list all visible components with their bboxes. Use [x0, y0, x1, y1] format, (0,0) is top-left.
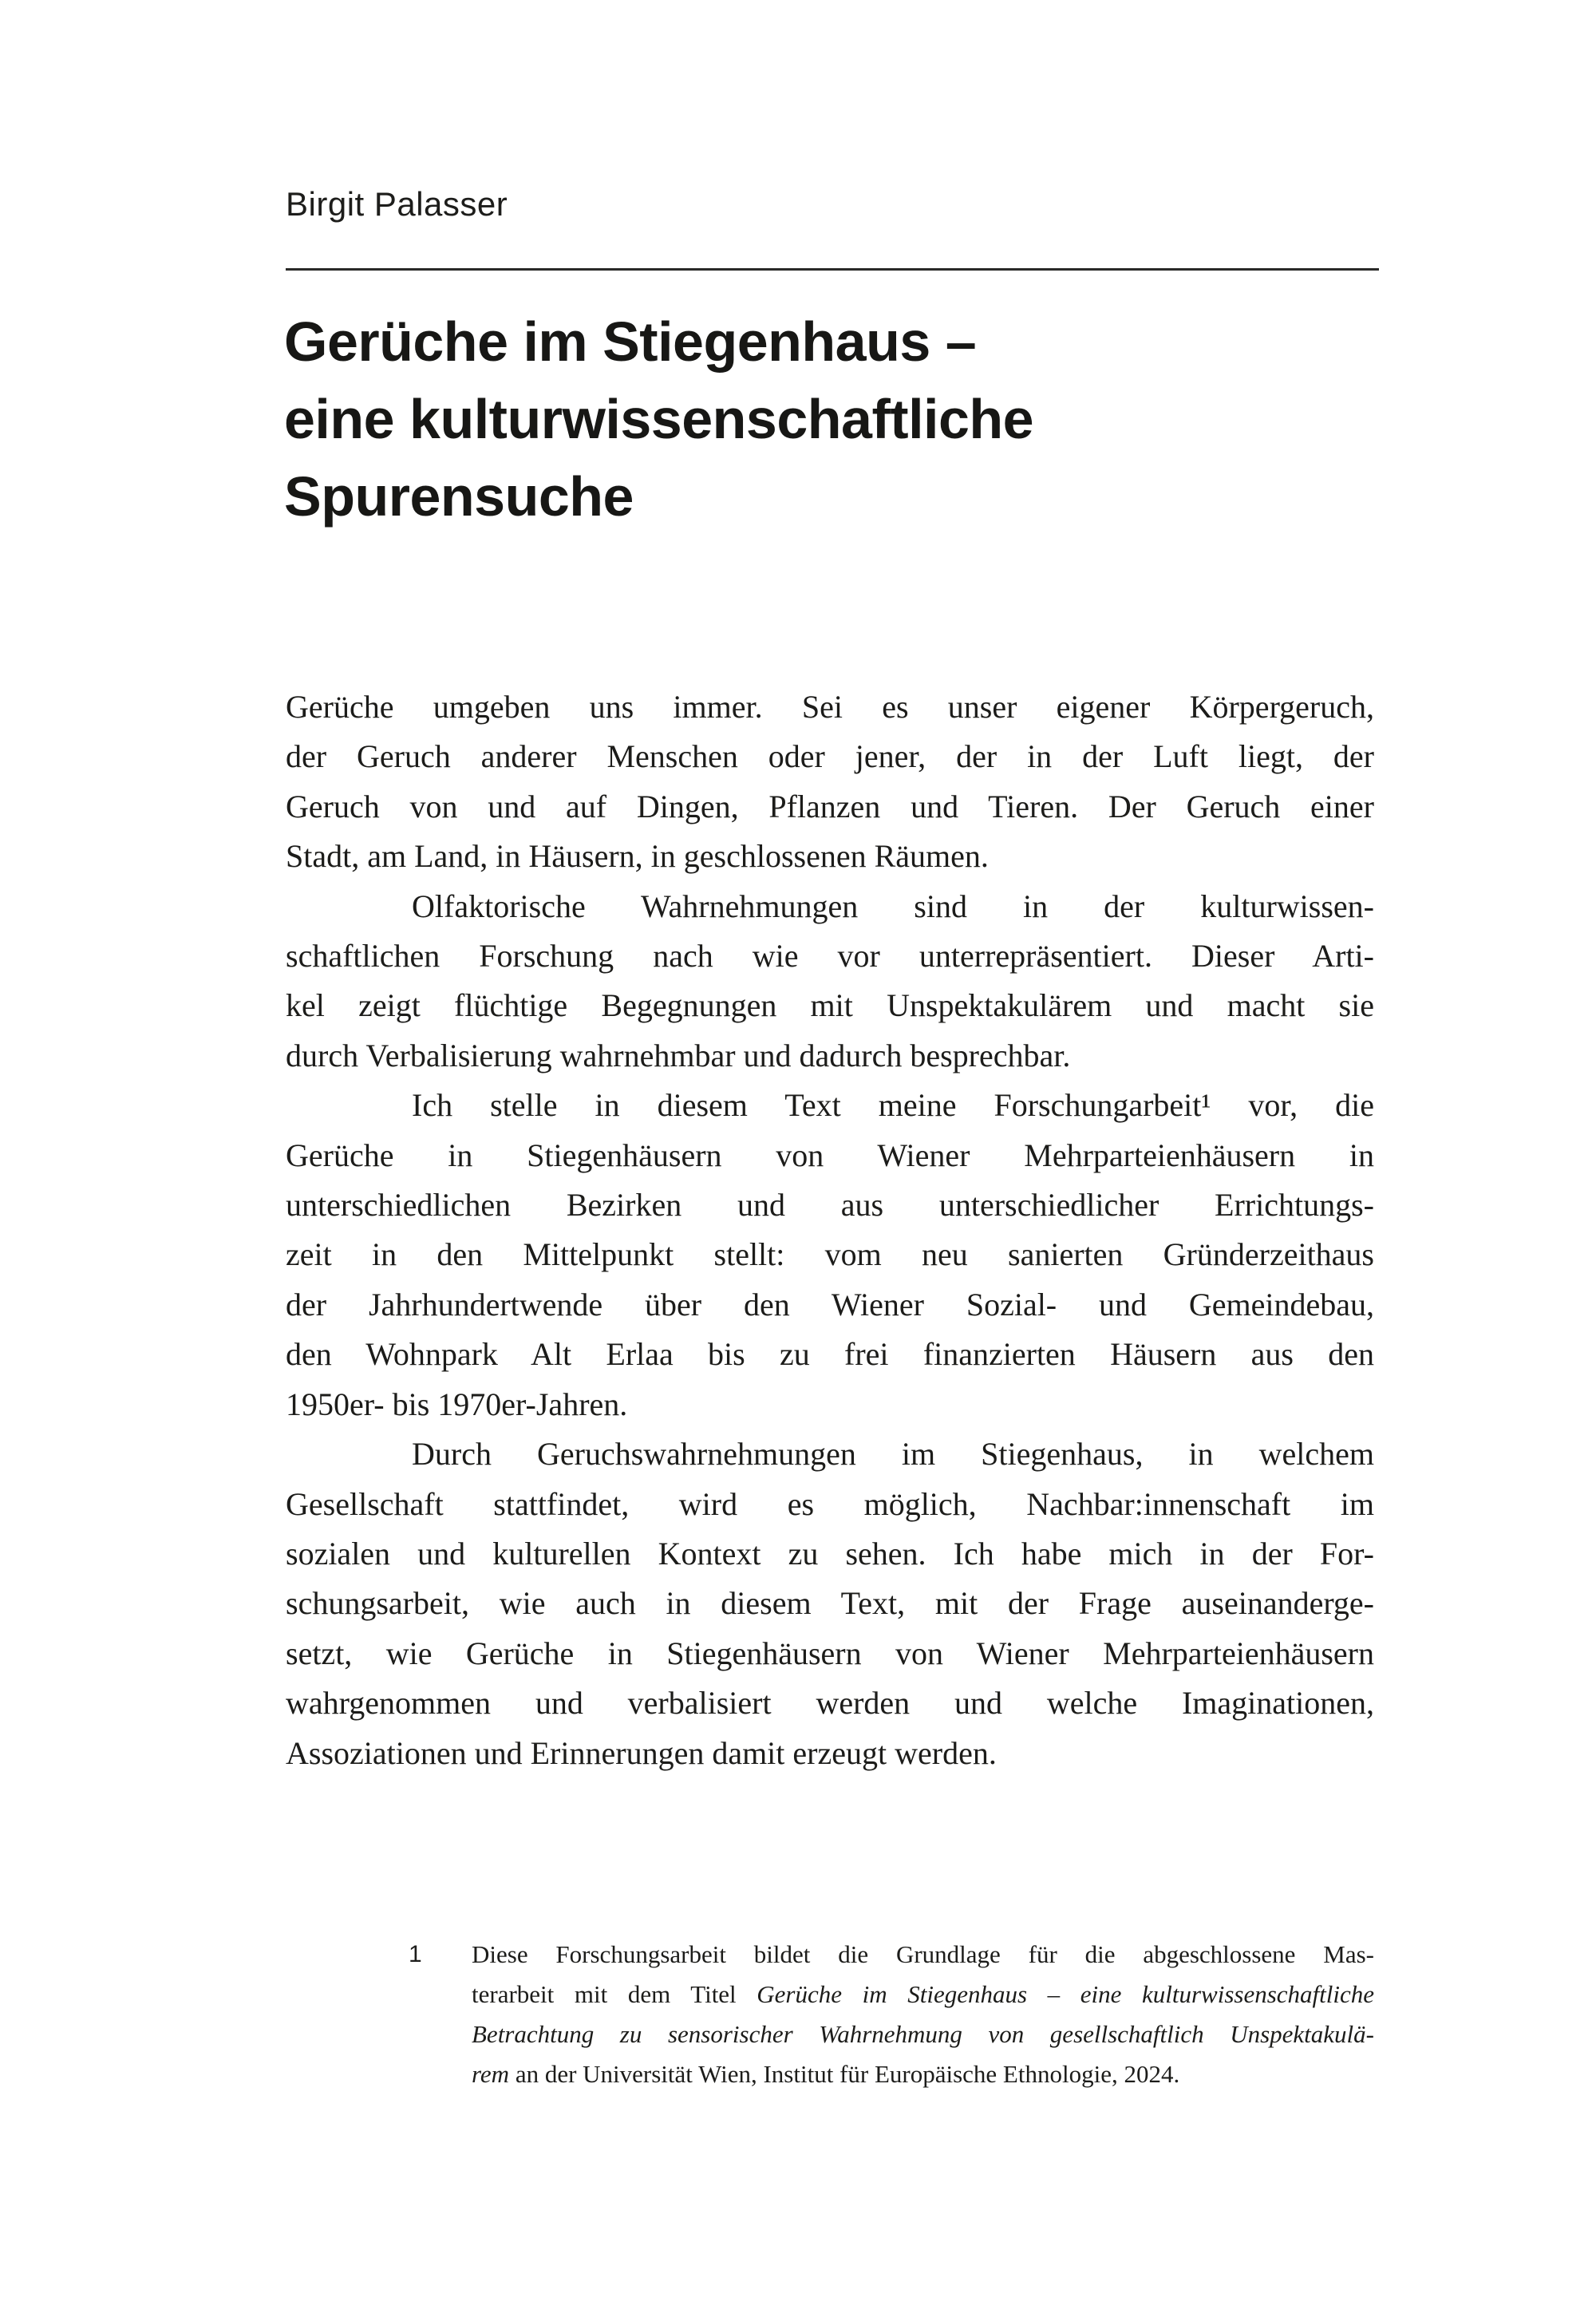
author-name: Birgit Palasser [286, 185, 508, 223]
footnote-line [472, 1975, 1374, 2014]
body-text-line: Stadt, am Land, in Häusern, in geschlossenen Räumen. [286, 838, 989, 875]
article-body [286, 682, 1374, 1778]
body-text-line: unterschiedlichen Bezirken und aus unterschiedlicher Errichtungs- [286, 1187, 1374, 1224]
title-line: Gerüche im Stiegenhaus – [284, 310, 977, 373]
body-text-line: kel zeigt flüchtige Begegnungen mit Unspektakulärem und macht sie [286, 987, 1374, 1024]
title-line: eine kulturwissenschaftliche [284, 388, 1034, 450]
header-rule [286, 268, 1379, 271]
footnote-text [472, 1935, 1374, 2094]
body-text-line: Ich stelle in diesem Text meine Forschungarbeit¹ vor, die [412, 1087, 1374, 1124]
body-text-line: Geruch von und auf Dingen, Pflanzen und Tieren. Der Geruch einer [286, 788, 1374, 824]
body-text-line: der Jahrhundertwende über den Wiener Sozial- und Gemeindebau, [286, 1286, 1374, 1323]
footnote-number: 1 [409, 1941, 422, 1967]
footnote-italic-segment: Betrachtung zu sensorischer Wahrnehmung von gesellschaftlich Unspektakulä- [472, 2020, 1374, 2048]
paragraph [286, 1429, 1374, 1778]
article-title [284, 303, 1385, 536]
body-text-line: zeit in den Mittelpunkt stellt: vom neu sanierten Gründerzeithaus [286, 1236, 1374, 1273]
paragraph [286, 1081, 1374, 1429]
body-text-line: durch Verbalisierung wahrnehmbar und dadurch besprechbar. [286, 1037, 1071, 1073]
body-text-line: schaftlichen Forschung nach wie vor unterrepräsentiert. Dieser Arti- [286, 938, 1374, 975]
footnote-segment: Diese Forschungsarbeit bildet die Grundlage für die abgeschlossene Mas- [472, 1940, 1374, 1968]
body-text-line: Assoziationen und Erinnerungen damit erzeugt werden. [286, 1734, 997, 1771]
body-text-line: wahrgenommen und verbalisiert werden und welche Imaginationen, [286, 1685, 1374, 1722]
body-text-line: den Wohnpark Alt Erlaa bis zu frei finanzierten Häusern aus den [286, 1336, 1374, 1373]
footnote-segment: an der Universität Wien, Institut für Europäische Ethnologie, 2024. [509, 2060, 1180, 2088]
footnote-italic-segment: Gerüche im Stiegenhaus – eine kulturwissenschaftliche [757, 1980, 1374, 2008]
body-text-line: setzt, wie Gerüche in Stiegenhäusern von Wiener Mehrparteienhäusern [286, 1635, 1374, 1671]
body-text-line: Gerüche umgeben uns immer. Sei es unser eigener Körpergeruch, [286, 689, 1374, 725]
body-text-line: 1950er- bis 1970er-Jahren. [286, 1386, 628, 1422]
paragraph [286, 882, 1374, 1081]
body-text-line: Durch Geruchswahrnehmungen im Stiegenhaus, in welchem [412, 1436, 1374, 1473]
body-text-line: Olfaktorische Wahrnehmungen sind in der kulturwissen- [412, 888, 1374, 924]
body-text-line: schungsarbeit, wie auch in diesem Text, mit der Frage auseinanderge- [286, 1585, 1374, 1622]
footnote-line [472, 2014, 1374, 2054]
body-text-line: Gesellschaft stattfindet, wird es möglich, Nachbar:innenschaft im [286, 1485, 1374, 1522]
footnote-italic-segment: rem [472, 2060, 510, 2088]
footnote-line [472, 1935, 1374, 1975]
body-text-line: der Geruch anderer Menschen oder jener, der in der Luft liegt, der [286, 738, 1374, 775]
footnote-line [472, 2054, 1374, 2094]
title-line: Spurensuche [284, 465, 634, 528]
body-text-line: sozialen und kulturellen Kontext zu sehen. Ich habe mich in der For- [286, 1535, 1374, 1572]
body-text-line: Gerüche in Stiegenhäusern von Wiener Mehrparteienhäusern in [286, 1137, 1374, 1173]
footnote-segment: terarbeit mit dem Titel [472, 1980, 757, 2008]
paragraph [286, 682, 1374, 882]
